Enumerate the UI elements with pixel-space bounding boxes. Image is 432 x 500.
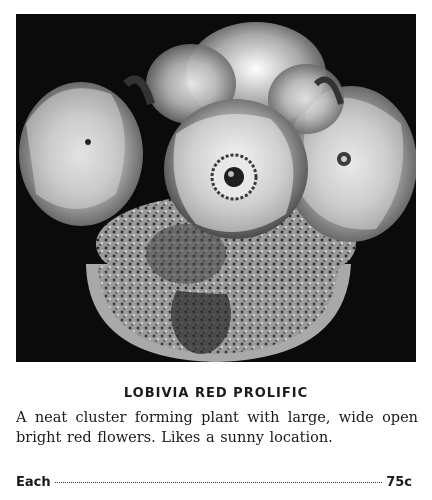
product-photo — [16, 14, 416, 362]
cactus-flower-illustration — [16, 14, 416, 362]
dot-leader — [55, 482, 383, 483]
product-description: A neat cluster forming plant with large, wide open bright red flowers. Likes a sunny location. — [16, 410, 418, 446]
flower-center — [164, 99, 308, 239]
flower-left — [19, 82, 143, 226]
price-row — [16, 475, 412, 490]
price-label: Each — [16, 475, 51, 490]
product-title: LOBIVIA RED PROLIFIC — [123, 386, 309, 401]
price-value: 75c — [386, 475, 412, 490]
